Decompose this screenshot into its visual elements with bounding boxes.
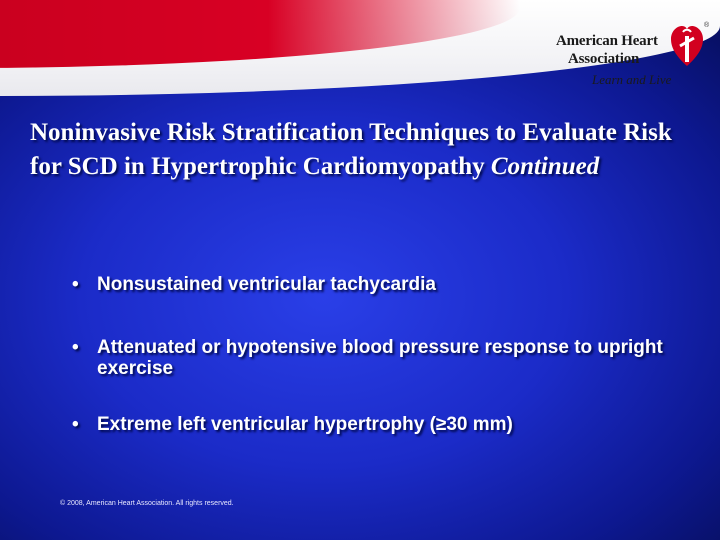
bullet-text: Extreme left ventricular hypertrophy (≥30 mm) bbox=[97, 414, 513, 435]
bullet-text: Nonsustained ventricular tachycardia bbox=[97, 274, 436, 295]
bullet-marker: • bbox=[72, 337, 79, 358]
bullet-marker: • bbox=[72, 274, 79, 295]
bullet-list bbox=[70, 274, 690, 435]
bullet-marker: • bbox=[72, 414, 79, 435]
bullet-text: Attenuated or hypotensive blood pressure response to upright exercise bbox=[97, 337, 663, 379]
bullet-item bbox=[70, 274, 690, 295]
title-continued: Continued bbox=[490, 153, 600, 180]
aha-logo bbox=[556, 22, 716, 92]
copyright-notice: © 2008, American Heart Association. All rights reserved. bbox=[60, 500, 234, 507]
logo-tagline: Learn and Live bbox=[592, 72, 672, 87]
logo-name-line2: Association bbox=[568, 51, 640, 67]
bullet-item bbox=[70, 337, 690, 379]
logo-name-line1: American Heart bbox=[556, 33, 658, 49]
trademark-symbol: ® bbox=[704, 22, 710, 29]
slide-title bbox=[30, 116, 680, 184]
heart-torch-icon bbox=[670, 22, 704, 68]
title-main: Noninvasive Risk Stratification Techniques to Evaluate Risk for SCD in Hypertrophic Cardiomyopathy bbox=[30, 119, 672, 180]
bullet-item bbox=[70, 414, 690, 435]
